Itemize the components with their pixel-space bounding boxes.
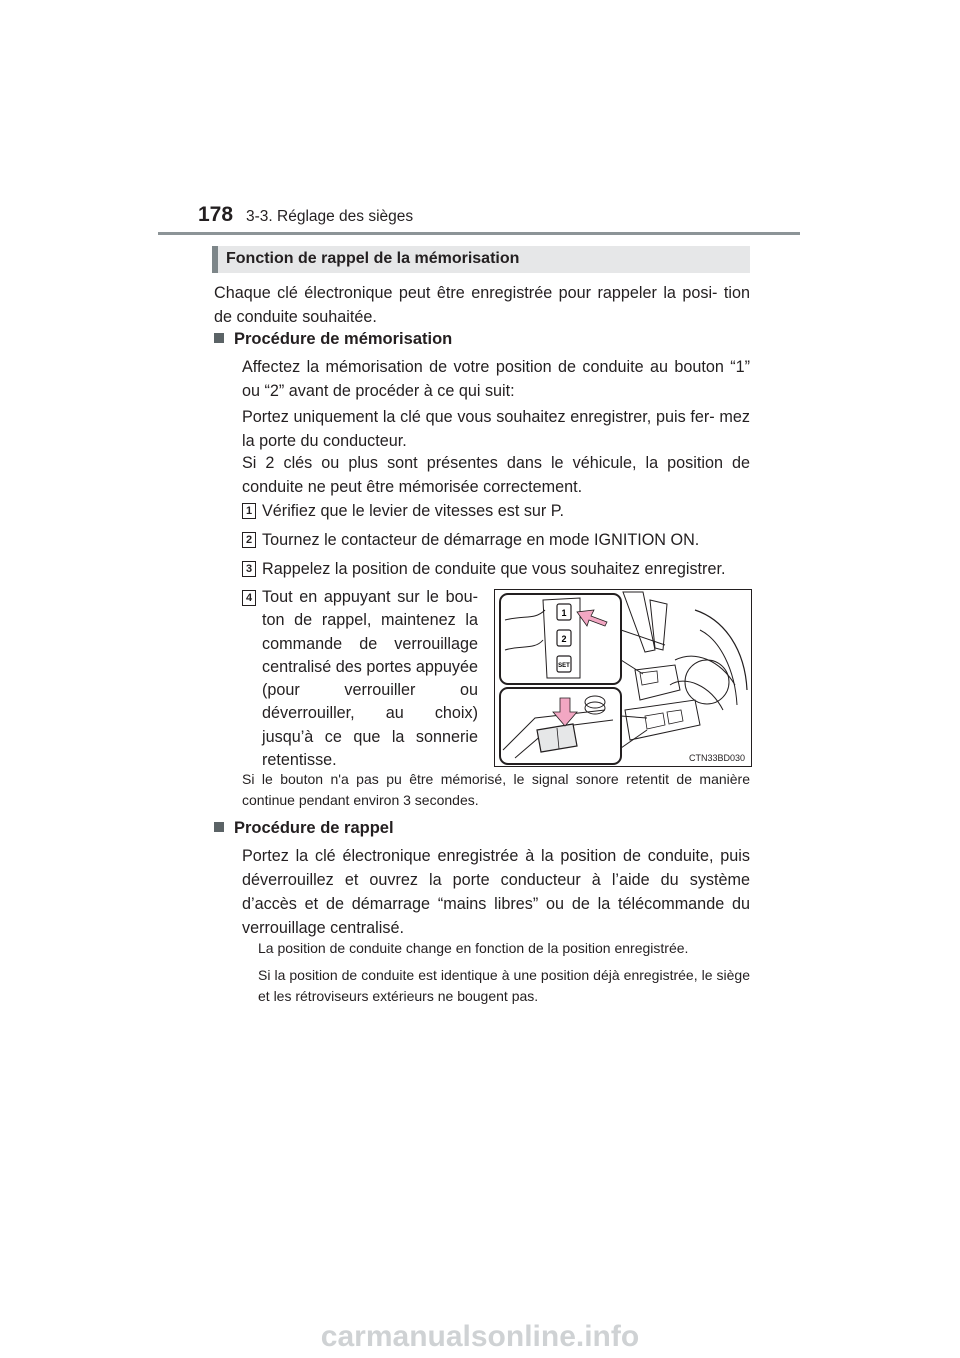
memorize-note: Si le bouton n'a pas pu être mémorisé, le signal sonore retentit de manière continue pendant environ 3 secondes. xyxy=(242,771,750,808)
section-title: Fonction de rappel de la mémorisation xyxy=(226,250,520,267)
watermark: carmanualsonline.info xyxy=(320,1320,640,1353)
memorize-para-3: Si 2 clés ou plus sont présentes dans le véhicule, la position de conduite ne peut être mémorisée correctement. xyxy=(242,454,750,496)
memory-button-2-label: 2 xyxy=(561,634,567,644)
step-number: 4 xyxy=(242,590,256,606)
memory-button-illustration xyxy=(494,589,752,767)
square-bullet-icon xyxy=(214,822,224,832)
set-button-label: SET xyxy=(558,663,570,669)
illustration-drawing xyxy=(495,590,751,766)
memory-button-1-label: 1 xyxy=(561,608,567,618)
step-text: Vérifiez que le levier de vitesses est sur P. xyxy=(262,502,565,520)
figure-code: CTN33BD030 xyxy=(688,753,745,763)
recall-para-1: Portez la clé électronique enregistrée à la position de conduite, puis déverrouillez et ouvrez la porte conducteur à l’aide du système d’accès et de démarrage “mains libres” ou de la télécommande du verrouillage centralisé. xyxy=(242,847,750,937)
step-text: Rappelez la position de conduite que vous souhaitez enregistrer. xyxy=(262,560,726,578)
recall-note-2: Si la position de conduite est identique à une position déjà enregistrée, le siège et les rétroviseurs extérieurs ne bougent pas. xyxy=(258,967,750,1004)
page-number: 178 xyxy=(198,203,234,226)
step-text: Tournez le contacteur de démarrage en mode IGNITION ON. xyxy=(262,531,700,549)
memorize-heading: Procédure de mémorisation xyxy=(214,330,452,349)
section-accent xyxy=(212,246,218,273)
section-intro: Chaque clé électronique peut être enregistrée pour rappeler la posi- tion de conduite souhaitée. xyxy=(214,284,750,326)
step-number: 2 xyxy=(242,532,256,548)
step-number: 3 xyxy=(242,561,256,577)
step-number: 1 xyxy=(242,503,256,519)
memorize-para-1: Affectez la mémorisation de votre position de conduite au bouton “1” ou “2” avant de procéder à ce qui suit: xyxy=(242,358,750,400)
header-rule xyxy=(158,232,800,235)
chapter-title: 3-3. Réglage des sièges xyxy=(246,208,414,225)
step-text: Tout en appuyant sur le bou- ton de rappel, maintenez la commande de verrouillage centralisé des portes appuyée (pour verrouiller ou déverrouiller, au choix) jusqu’à ce que la sonnerie retentisse. xyxy=(262,588,478,770)
memorize-para-2: Portez uniquement la clé que vous souhaitez enregistrer, puis fer- mez la porte du conducteur. xyxy=(242,408,750,450)
section-title-bar xyxy=(212,246,750,273)
recall-note-1: La position de conduite change en fonction de la position enregistrée. xyxy=(258,940,689,956)
square-bullet-icon xyxy=(214,333,224,343)
recall-heading: Procédure de rappel xyxy=(214,819,394,838)
